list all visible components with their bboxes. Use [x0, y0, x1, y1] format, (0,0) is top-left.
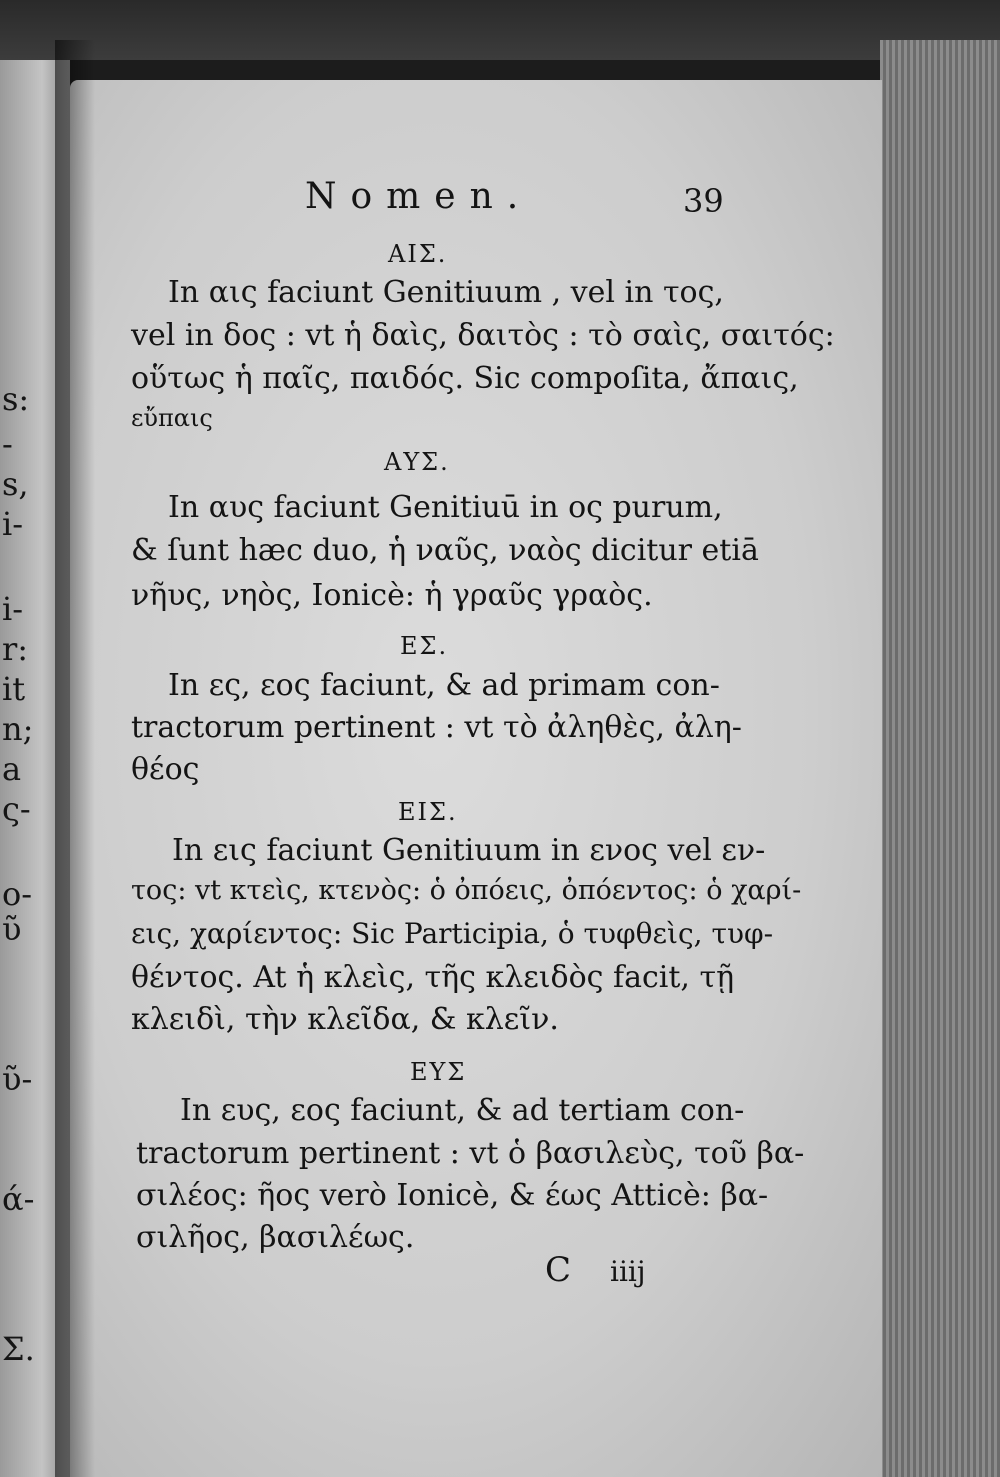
text-line: θέντος. At ἡ κλεὶς, τῆς κλειδὸς facit, τῇ [131, 960, 735, 995]
text-line: In ευς, εος faciunt, & ad tertiam con- [180, 1093, 745, 1128]
page-edges [880, 40, 1000, 1477]
text-line: εις, χαρίεντος: Sic Participia, ὁ τυφθεὶς, τυφ- [131, 917, 774, 950]
facing-fragment: Σ. [2, 1330, 35, 1368]
facing-fragment: i- [2, 590, 24, 628]
signature-number: iiij [610, 1255, 646, 1288]
text-line: tractorum pertinent : vt ὁ βασιλεὺς, τοῦ βα- [136, 1136, 805, 1171]
signature-mark: C [545, 1250, 572, 1290]
facing-fragment: ῦ [2, 910, 22, 948]
text-line: κλειδὶ, τὴν κλεῖδα, & κλεῖν. [131, 1002, 559, 1037]
text-line: τος: vt κτεὶς, κτενὸς: ὁ ὀπόεις, ὀπόεντος: ὁ χαρί- [131, 875, 802, 906]
facing-fragment: a [2, 750, 22, 788]
book-cover-edge [0, 0, 1000, 60]
text-line: In αυς faciunt Genitiuū in ος purum, [168, 490, 723, 525]
section-heading: ΑΥΣ. [384, 448, 450, 476]
facing-fragment: s: [2, 380, 30, 418]
spine-shadow [55, 40, 95, 1477]
facing-fragment: ῦ- [2, 1060, 33, 1098]
section-heading: ΕΙΣ. [398, 798, 458, 826]
facing-fragment: s, [2, 465, 29, 503]
running-head: Nomen. [305, 176, 533, 217]
text-line: tractorum pertinent : vt τὸ ἀληθὲς, ἀλη- [131, 710, 742, 745]
section-heading: ΕΥΣ [410, 1058, 467, 1086]
text-line: θέος [131, 752, 200, 787]
text-line: εὔπαις [131, 404, 213, 432]
facing-fragment: i- [2, 505, 24, 543]
text-line: In ες, εος faciunt, & ad primam con- [168, 668, 720, 703]
facing-fragment: n; [2, 710, 34, 748]
facing-fragment: ς- [2, 790, 31, 828]
text-line: In αις faciunt Genitiuum , vel in τος, [168, 275, 724, 310]
text-line: οὕτως ἡ παῖς, παιδός. Sic compoſita, ἄπαις, [131, 361, 799, 396]
text-line: νῆυς, νηὸς, Ionicè: ἡ γραῦς γραὸς. [131, 578, 653, 613]
facing-fragment: ο- [2, 875, 33, 913]
facing-fragment: r: [2, 630, 29, 668]
text-line: In εις faciunt Genitiuum in ενος vel εν- [172, 833, 766, 868]
text-line: σιλῆος, βασιλέως. [136, 1220, 415, 1255]
facing-fragment: it [2, 670, 26, 708]
facing-fragment: ά- [2, 1180, 35, 1218]
section-heading: ΑΙΣ. [388, 240, 448, 268]
text-line: & ſunt hæc duo, ἡ ναῦς, ναὸς dicitur etiā [131, 533, 759, 568]
text-line: vel in δος : vt ἡ δαὶς, δαιτὸς : τὸ σαὶς, σαιτός: [131, 318, 835, 353]
text-line: σιλέος: ῆος verò Ionicè, & έως Atticè: βα- [136, 1178, 769, 1213]
facing-fragment: - [2, 425, 13, 463]
section-heading: ΕΣ. [400, 632, 449, 660]
page-number: 39 [683, 182, 724, 220]
